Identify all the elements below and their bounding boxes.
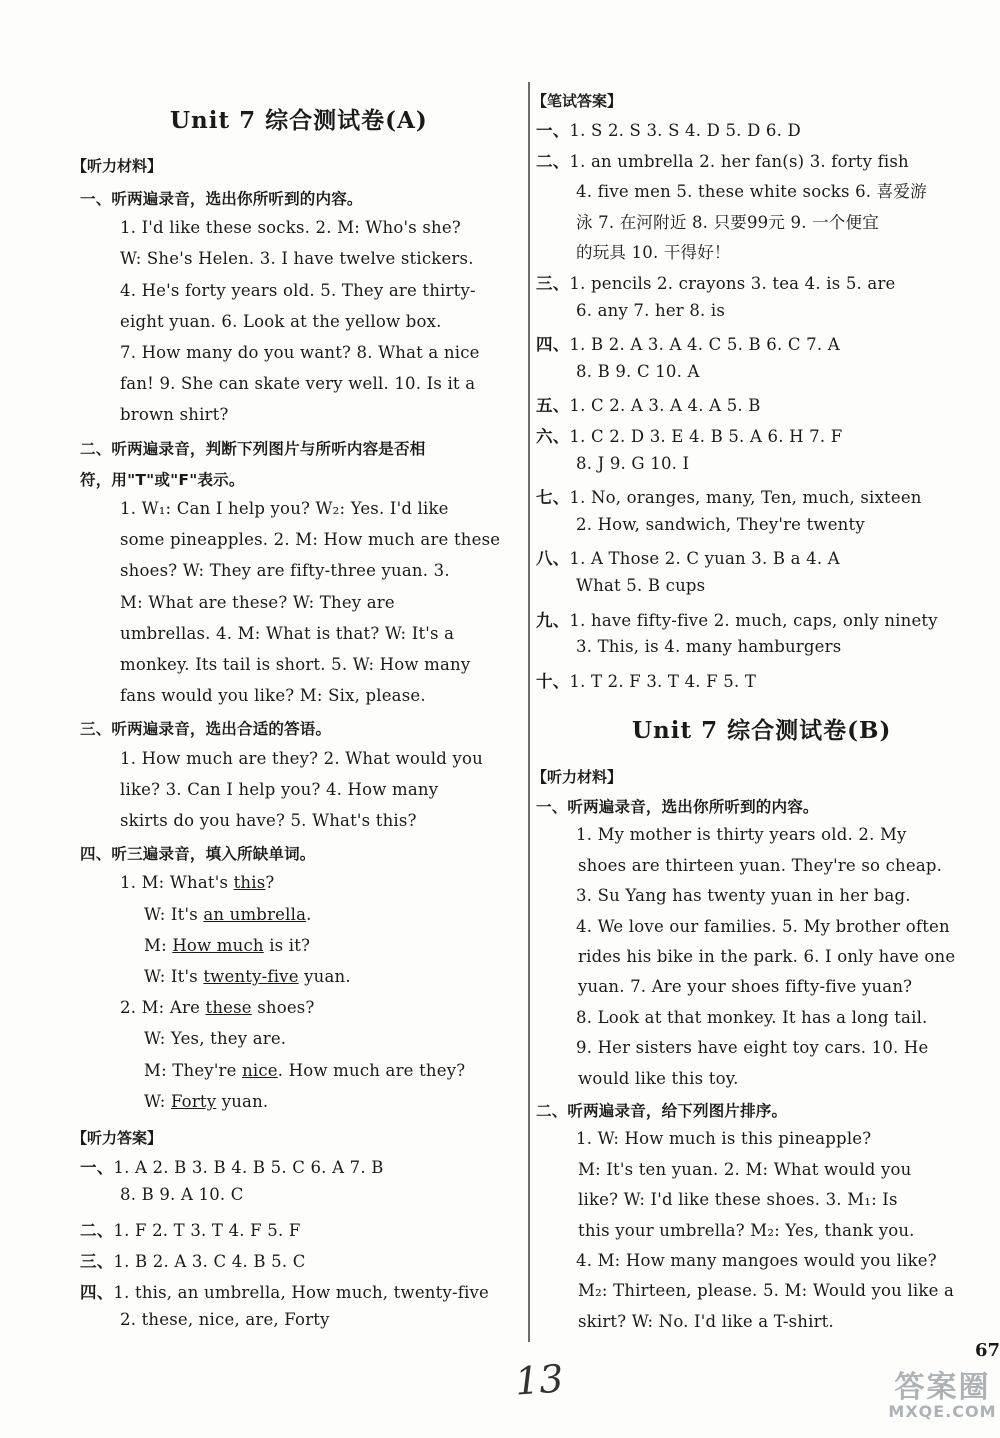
answer-line: [576, 301, 725, 320]
answer-text: 1. A 2. B 3. B 4. B 5. C 6. A 7. B: [113, 1158, 384, 1178]
text-line: would like this toy.: [578, 1068, 739, 1088]
answer-line: [576, 515, 865, 534]
text-line: M: What are these? W: They are: [120, 592, 395, 612]
text-line: W: She's Helen. 3. I have twelve stickers.: [120, 249, 474, 269]
fill-in-answer: Forty: [170, 1091, 217, 1111]
text-line: 9. Her sisters have eight toy cars. 10. He: [576, 1038, 929, 1058]
dialogue-line: [120, 998, 315, 1017]
dialogue-text: yuan.: [298, 967, 351, 986]
written-answer-heading: 【笔试答案】: [532, 92, 623, 110]
text-line: monkey. Its tail is short. 5. W: How many: [120, 655, 471, 674]
answer-line: [576, 178, 927, 202]
text-line: M: It's ten yuan. 2. M: What would you: [578, 1159, 912, 1179]
answer-text: 6. any 7. her 8. is: [576, 300, 726, 320]
text-line: 1. How much are they? 2. What would you: [120, 748, 483, 768]
dialogue-text: W: Yes, they are.: [144, 1029, 287, 1049]
answer-section-label: 四、: [536, 335, 570, 355]
answer-text: 1. B 2. A 3. C 4. B 5. C: [113, 1251, 306, 1271]
answer-text: 8. B 9. C 10. A: [576, 361, 700, 381]
answer-section-label: 二、: [536, 151, 570, 171]
listening-material-heading: 【听力材料】: [72, 157, 163, 175]
answer-text: 1. T 2. F 3. T 4. F 5. T: [569, 671, 757, 691]
column-divider: [528, 82, 530, 1342]
dialogue-line: [144, 905, 312, 924]
answer-section-label: 九、: [536, 610, 570, 630]
section-heading: 一、听两遍录音，选出你所听到的内容。: [80, 190, 363, 208]
dialogue-line: [144, 967, 351, 986]
answer-line: [536, 117, 801, 141]
fill-in-answer: an umbrella: [203, 904, 307, 924]
answer-line: [536, 148, 909, 172]
answer-text: 8. J 9. G 10. I: [576, 453, 690, 473]
text-line: M₂: Thirteen, please. 5. M: Would you like a: [578, 1281, 955, 1301]
answer-text: 的玩具 10. 干得好！: [576, 243, 731, 263]
answer-section-label: 十、: [536, 671, 570, 691]
fill-in-answer: these: [205, 998, 252, 1018]
answer-line: [536, 392, 761, 416]
answer-text: 1. this, an umbrella, How much, twenty-five: [113, 1283, 490, 1302]
answer-line: [576, 239, 731, 263]
section-heading: 二、听两遍录音，判断下列图片与所听内容是否相: [80, 439, 426, 458]
watermark-text: 答案圈: [894, 1370, 991, 1405]
dialogue-text: . How much are they?: [277, 1060, 466, 1080]
text-line: 1. I'd like these socks. 2. M: Who's she?: [120, 218, 461, 238]
dialogue-line: [144, 1092, 268, 1111]
answer-line: [80, 1217, 300, 1241]
answer-text: 泳 7. 在河附近 8. 只要99元 9. 一个便宜: [576, 212, 879, 232]
fill-in-answer: How much: [172, 935, 264, 955]
text-line: like? W: I'd like these shoes. 3. M₁: Is: [578, 1190, 898, 1210]
dialogue-text: W: It's: [144, 967, 204, 986]
answer-text: 1. B 2. A 3. A 4. C 5. B 6. C 7. A: [569, 335, 840, 355]
dialogue-line: [144, 1029, 286, 1048]
answer-line: [576, 362, 700, 381]
dialogue-line: [144, 1061, 465, 1080]
text-line: 4. We love our families. 5. My brother often: [576, 916, 950, 936]
answer-text: 1. S 2. S 3. S 4. D 5. D 6. D: [569, 121, 801, 140]
answer-section-label: 五、: [536, 396, 570, 416]
text-line: 3. Su Yang has twenty yuan in her bag.: [576, 886, 911, 906]
text-line: this your umbrella? M₂: Yes, thank you.: [578, 1220, 915, 1240]
answer-line: [80, 1279, 489, 1303]
answer-text: 2. How, sandwich, They're twenty: [576, 514, 865, 534]
fill-in-answer: twenty-five: [203, 967, 299, 986]
answer-section-label: 六、: [536, 427, 570, 446]
text-line: fan! 9. She can skate very well. 10. Is it a: [120, 374, 476, 394]
answer-line: [80, 1248, 306, 1272]
section-heading: 二、听两遍录音，给下列图片排序。: [536, 1102, 788, 1120]
dialogue-text: .: [306, 904, 312, 924]
answer-line: [576, 576, 705, 595]
dialogue-line: [120, 873, 274, 892]
text-line: fans would you like? M: Six, please.: [120, 686, 426, 706]
answer-line: [536, 545, 840, 569]
text-line: 1. My mother is thirty years old. 2. My: [576, 825, 907, 845]
text-line: skirt? W: No. I'd like a T-shirt.: [578, 1311, 834, 1331]
text-line: umbrellas. 4. M: What is that? W: It's a: [120, 623, 455, 643]
text-line: rides his bike in the park. 6. I only have one: [578, 947, 956, 966]
answer-section-label: 三、: [536, 274, 570, 293]
answer-line: [536, 668, 756, 692]
answer-text: 1. No, oranges, many, Ten, much, sixteen: [569, 488, 922, 508]
handwritten-page-mark: 13: [513, 1356, 565, 1404]
answer-text: 4. five men 5. these white socks 6. 喜爱游: [576, 182, 927, 202]
dialogue-text: 2. M: Are: [120, 998, 206, 1018]
answer-section-label: 一、: [536, 121, 570, 140]
answer-section-label: 四、: [80, 1283, 114, 1302]
answer-text: 1. A Those 2. C yuan 3. B a 4. A: [569, 549, 840, 569]
text-line: shoes are thirteen yuan. They're so cheap.: [578, 855, 943, 875]
text-line: 4. M: How many mangoes would you like?: [576, 1251, 937, 1270]
text-line: 1. W: How much is this pineapple?: [576, 1129, 872, 1149]
answer-section-label: 二、: [80, 1220, 114, 1240]
answer-text: 1. C 2. A 3. A 4. A 5. B: [569, 396, 761, 416]
answer-text: 8. B 9. A 10. C: [120, 1185, 244, 1205]
dialogue-text: M:: [144, 935, 173, 955]
answer-section-label: 七、: [536, 488, 570, 508]
dialogue-text: shoes?: [251, 998, 315, 1018]
watermark-logo: [885, 1362, 1000, 1421]
text-line: like? 3. Can I help you? 4. How many: [120, 779, 439, 799]
answer-line: [576, 454, 689, 473]
answer-section-label: 八、: [536, 549, 570, 569]
answer-line: [536, 607, 938, 631]
dialogue-text: M: They're: [144, 1060, 243, 1080]
dialogue-line: [144, 936, 310, 955]
text-line: 1. W₁: Can I help you? W₂: Yes. I'd like: [120, 499, 449, 518]
answer-line: [120, 1185, 244, 1204]
answer-line: [80, 1154, 384, 1178]
page-title-b: Unit 7 综合测试卷(B): [632, 717, 892, 744]
answer-text: 1. an umbrella 2. her fan(s) 3. forty fish: [569, 151, 909, 171]
answer-text: 1. F 2. T 3. T 4. F 5. F: [113, 1220, 301, 1240]
listening-material-heading-b: 【听力材料】: [532, 768, 623, 786]
fill-in-answer: this: [233, 873, 266, 893]
text-line: some pineapples. 2. M: How much are these: [120, 530, 501, 550]
watermark-url: MXQE.COM: [888, 1402, 997, 1421]
text-line: yuan. 7. Are your shoes fifty-five yuan?: [578, 977, 913, 997]
fill-in-answer: nice: [242, 1060, 278, 1080]
answer-text: 2. these, nice, are, Forty: [120, 1310, 330, 1330]
text-line: 8. Look at that monkey. It has a long tail.: [576, 1007, 928, 1027]
listening-answer-heading: 【听力答案】: [72, 1129, 163, 1147]
answer-line: [576, 209, 879, 233]
dialogue-text: 1. M: What's: [120, 873, 234, 893]
text-line: shoes? W: They are fifty-three yuan. 3.: [120, 561, 450, 581]
text-line: 4. He's forty years old. 5. They are thirty-: [120, 280, 476, 300]
dialogue-text: yuan.: [216, 1091, 269, 1111]
answer-text: What 5. B cups: [576, 576, 706, 595]
answer-line: [536, 270, 896, 294]
answer-line: [536, 331, 840, 355]
text-line: eight yuan. 6. Look at the yellow box.: [120, 311, 442, 331]
answer-text: 3. This, is 4. many hamburgers: [576, 637, 842, 657]
page-title-a: Unit 7 综合测试卷(A): [170, 107, 428, 134]
answer-line: [536, 484, 922, 508]
answer-line: [536, 423, 842, 447]
dialogue-text: is it?: [263, 935, 311, 955]
answer-line: [576, 637, 841, 656]
text-line: 7. How many do you want? 8. What a nice: [120, 343, 480, 362]
dialogue-text: ?: [265, 873, 275, 893]
dialogue-text: W:: [144, 1091, 171, 1111]
answer-text: 1. have fifty-five 2. much, caps, only ninety: [569, 610, 938, 630]
text-line: brown shirt?: [120, 405, 229, 425]
answer-line: [120, 1310, 330, 1329]
answer-section-label: 一、: [80, 1158, 114, 1178]
answer-section-label: 三、: [80, 1251, 114, 1271]
section-heading: 一、听两遍录音，选出你所听到的内容。: [536, 798, 819, 816]
answer-text: 1. C 2. D 3. E 4. B 5. A 6. H 7. F: [569, 427, 843, 446]
page-number: 67: [975, 1340, 1000, 1361]
section-heading: 四、听三遍录音，填入所缺单词。: [80, 845, 316, 864]
section-heading: 符，用"T"或"F"表示。: [80, 470, 245, 489]
dialogue-text: W: It's: [144, 904, 204, 924]
text-line: skirts do you have? 5. What's this?: [120, 811, 417, 830]
section-heading: 三、听两遍录音，选出合适的答语。: [80, 720, 332, 739]
answer-text: 1. pencils 2. crayons 3. tea 4. is 5. are: [569, 274, 896, 293]
